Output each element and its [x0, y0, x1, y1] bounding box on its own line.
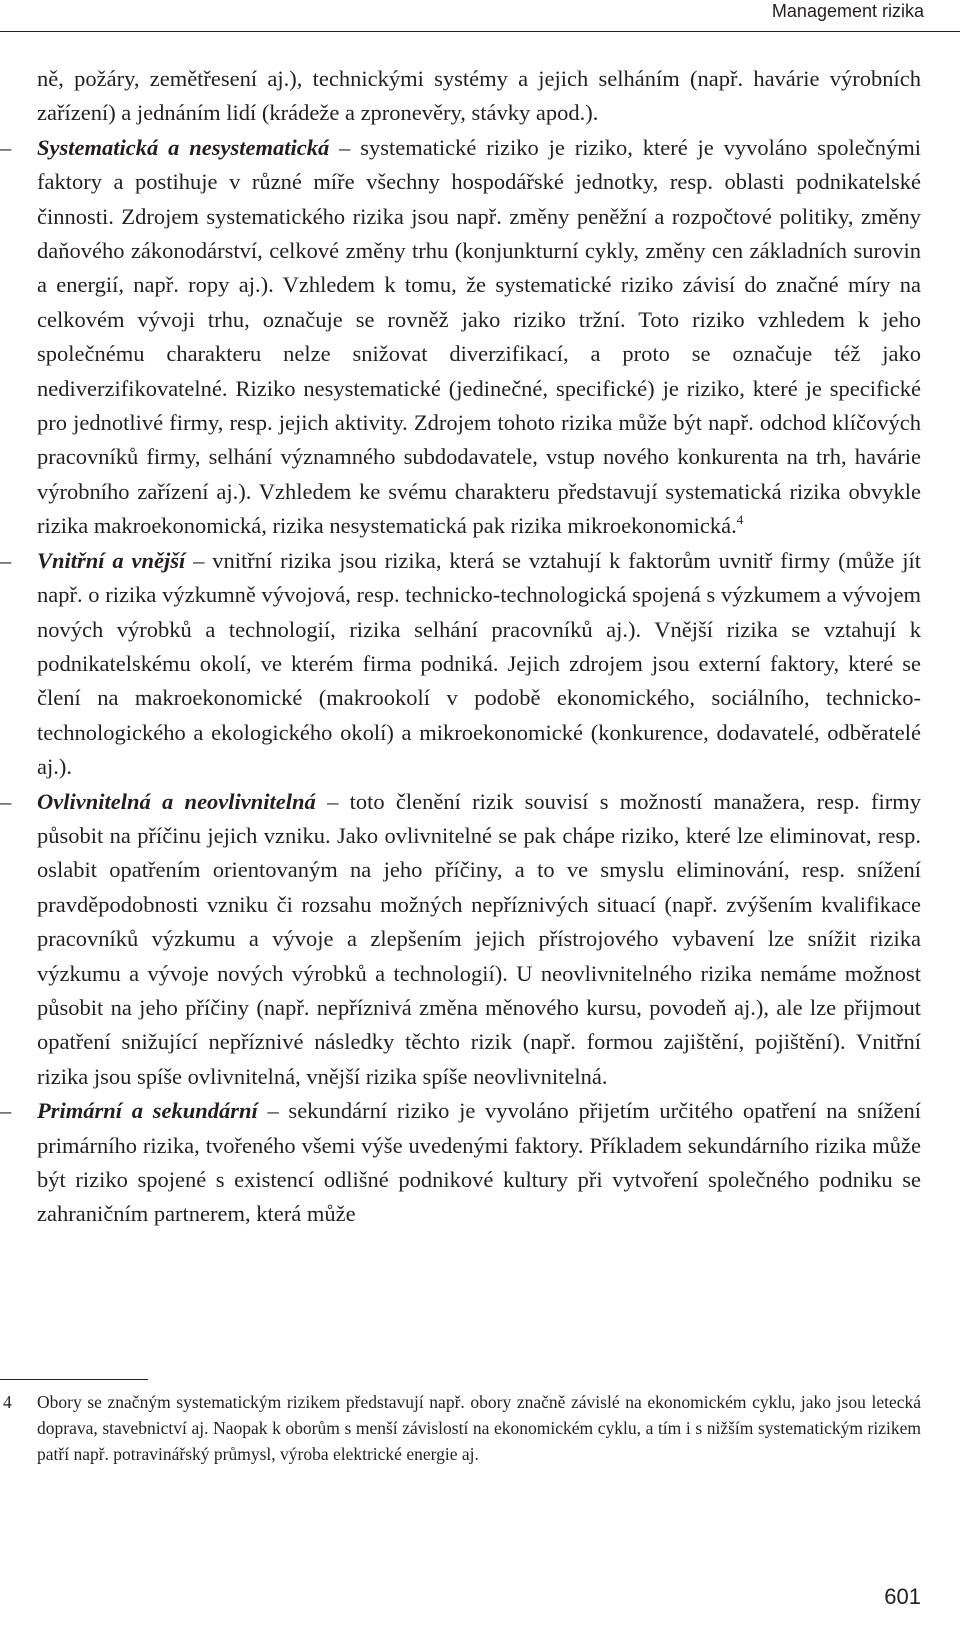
list-dash: – — [0, 1098, 12, 1124]
item-text-internal-external: – vnitřní rizika jsou rizika, která se vztahují k faktorům uvnitř firmy (může jít např. o rizika výzkumně vývojová, resp. technicko-technologická spojená s výzkumem a vývojem nových výrobků a technologií, rizika selhání pracovníků aj.). Vnější rizika se vztahují k podnikatelskému okolí, ve kterém firma podniká. Jejich zdrojem jsou externí faktory, které se člení na makroekonomické (makrookolí v podobě ekonomického, sociálního, technicko-technologického a ekologického okolí) a mikroekonomické (konkurence, dodavatelé, odběratelé aj.). — [37, 547, 921, 780]
list-dash: – — [0, 547, 12, 573]
page-number: 601 — [884, 1584, 921, 1609]
list-dash: – — [0, 134, 12, 160]
item-text-systematic: – systematické riziko je riziko, které je vyvoláno společnými faktory a postihuje v různé míře všechny hospodářské jednotky, resp. oblasti podnikatelské činnosti. Zdrojem systematického rizika jsou např. změny peněžní a rozpočtové politiky, změny daňového zákonodárství, celkové změny trhu (konjunkturní cykly, změny cen základních surovin a energií, např. ropy aj.). Vzhledem k tomu, že systematické riziko závisí do značné míry na celkovém vývoji trhu, označuje se rovněž jako riziko tržní. Toto riziko vzhledem k jeho společnému charakteru nelze snižovat diverzifikací, a proto se označuje též jako nediverzifikovatelné. Riziko nesystematické (jedinečné, specifické) je riziko, které je specifické pro jednotlivé firmy, resp. jejich aktivity. Zdrojem tohoto rizika může být např. odchod klíčových pracovníků firmy, selhání významného subdodavatele, vstup nového konkurenta na trh, havárie výrobního zařízení aj.). Vzhledem ke svému charakteru představují systematická rizika obvykle rizika makroekonomická, rizika nesystematická pak rizika mikroekonomická. — [37, 134, 921, 539]
footnote-reference[interactable]: 4 — [736, 512, 744, 528]
item-text-influenceable: – toto členění rizik souvisí s možností manažera, resp. firmy působit na příčinu jejich vzniku. Jako ovlivnitelné se pak chápe riziko, které lze eliminovat, resp. oslabit opatřením orientovaným na jeho příčiny, a to ve smyslu eliminování, resp. snížení pravděpodobnosti vzniku či rozsahu možných nepříznivých situací (např. zvýšením kvalifikace pracovníků výzkumu a vývoje a zlepšením jejich přístrojového vybavení lze snížit rizika výzkumu a vývoje nových výrobků a technologií). U neovlivnitelného rizika nemáme možnost působit na jeho příčiny (např. nepříznivá změna měnového kursu, povodeň aj.), ale lze přijmout opatření snižující nepříznivé následky těchto rizik (např. formou zajištění, pojištění). Vnitřní rizika jsou spíše ovlivnitelná, vnější rizika spíše neovlivnitelná. — [37, 788, 922, 1089]
body-text — [0, 62, 922, 1232]
footnote-mark: 4 — [3, 1392, 12, 1412]
term-influenceable: Ovlivnitelná a neovlivnitelná — [37, 788, 316, 814]
list-dash: – — [0, 788, 12, 814]
term-internal-external: Vnitřní a vnější — [37, 547, 186, 573]
term-primary-secondary: Primární a sekundární — [37, 1098, 258, 1124]
list-item-systematic — [0, 131, 921, 544]
header-rule — [0, 31, 960, 32]
list-item-internal-external — [0, 544, 921, 785]
footnote-rule — [0, 1379, 148, 1380]
footnote-text: Obory se značným systematickým rizikem představují např. obory značně závislé na ekonomickém cyklu, jako jsou letecká doprava, stavebnictví aj. Naopak k oborům s menší závislostí na ekonomickém cyklu, a tím i s nižším systematickým rizikem patří např. potravinářský průmysl, výroba elektrické energie aj. — [37, 1392, 921, 1464]
list-item-influenceable — [0, 785, 922, 1095]
footnote — [3, 1390, 921, 1467]
running-header: Management rizika — [771, 1, 924, 21]
term-systematic: Systematická a nesystematická — [37, 134, 330, 160]
continuation-paragraph: ně, požáry, zemětřesení aj.), technickými systémy a jejich selháním (např. havárie výrobních zařízení) a jednáním lidí (krádeže a zpronevěry, stávky apod.). — [37, 66, 921, 126]
item-text-primary-secondary: – sekundární riziko je vyvoláno přijetím určitého opatření na snížení primárního rizika, tvořeného všemi výše uvedenými faktory. Příkladem sekundárního rizika může být riziko spojené s existencí odlišné podnikové kultury při vytvoření společného podniku se zahraničním partnerem, která může — [37, 1098, 921, 1227]
list-item-primary-secondary — [0, 1094, 921, 1232]
